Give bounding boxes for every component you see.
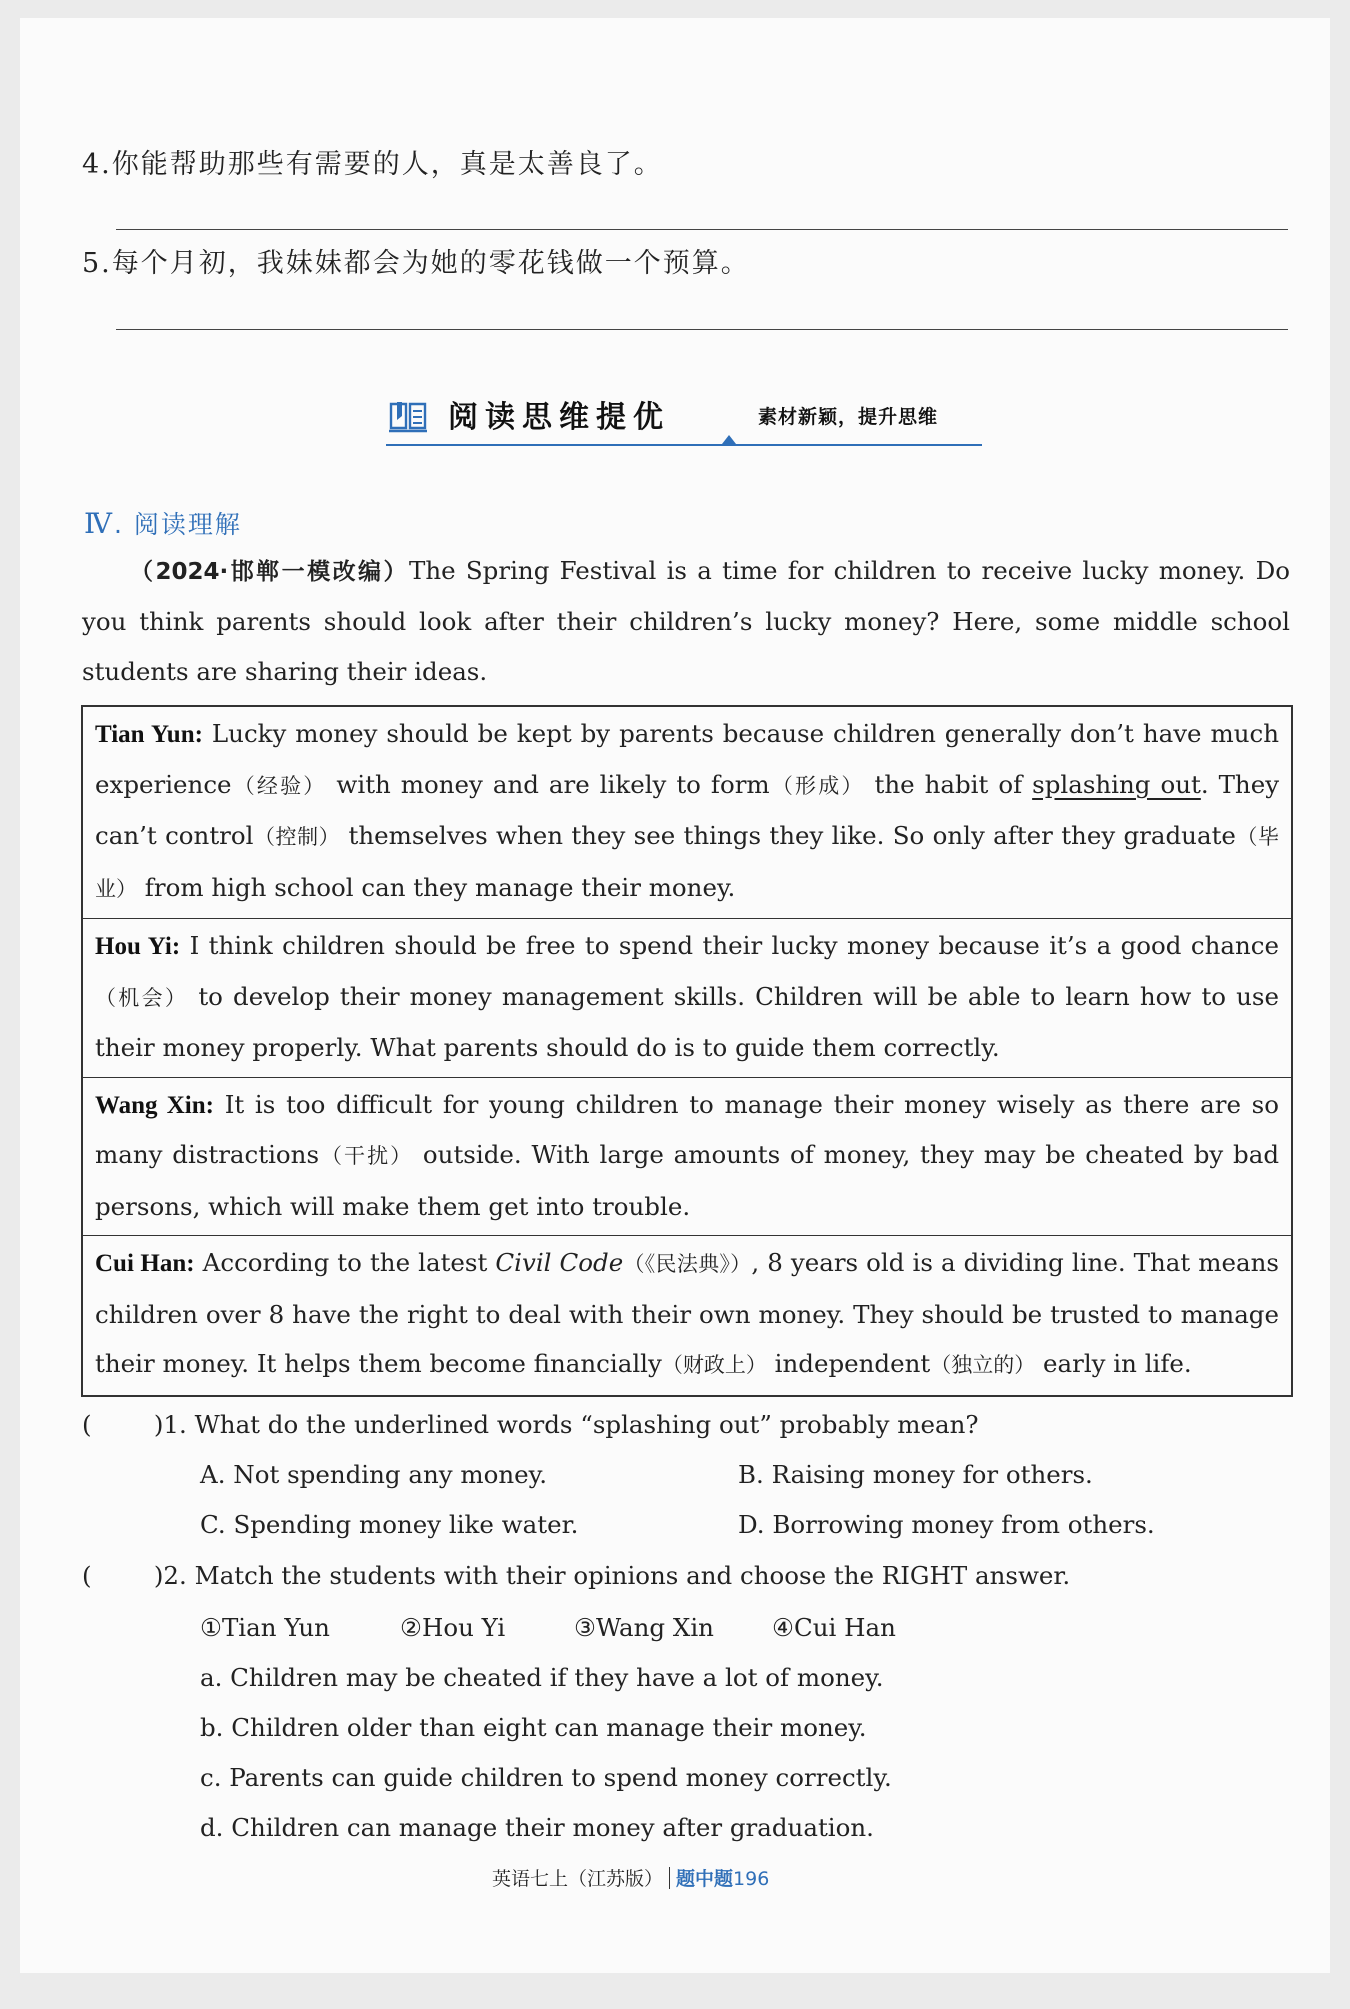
- gloss: （经验）: [231, 773, 327, 798]
- statement-c: c. Parents can guide children to spend money correctly.: [200, 1763, 892, 1792]
- banner-marker: [722, 435, 736, 444]
- option-a[interactable]: A. Not spending any money.: [200, 1460, 548, 1489]
- section-number: Ⅳ: [84, 507, 114, 540]
- question-2: [82, 1551, 1070, 1601]
- student-name: Tian Yun: [95, 721, 195, 748]
- student-name: Wang Xin: [95, 1091, 206, 1119]
- student-choice-2: ②Hou Yi: [400, 1613, 506, 1642]
- student-name: Hou Yi: [95, 933, 172, 960]
- brand-name: 题中题: [676, 1868, 734, 1890]
- banner-title: 阅读思维提优: [448, 400, 670, 435]
- opinion-cui-han: Cui Han: According to the latest Civil Code（《民法典》）, 8 years old is a dividing line. That means children over 8 have the right to deal with their own money. They should be trusted to manage their money. It helps them become financially（财政上） independent（独立的） early in life.: [82, 1236, 1292, 1396]
- opinions-table: [81, 705, 1293, 1397]
- opinion-wang-xin: Wang Xin: It is too difficult for young children to manage their money wisely as there are so many distractions（干扰） outside. With large amounts of money, they may be cheated by bad persons, which will make them get into trouble.: [82, 1077, 1292, 1236]
- item-text: 你能帮助那些有需要的人，真是太善良了。: [111, 149, 663, 180]
- banner-underline: [386, 444, 982, 446]
- item-number: 4.: [82, 149, 112, 180]
- student-name: Cui Han: [95, 1250, 187, 1277]
- page-number: 196: [733, 1868, 770, 1890]
- student-choice-3: ③Wang Xin: [574, 1613, 714, 1642]
- gloss: （形成）: [769, 773, 865, 798]
- source-note: （2024·邯郸一模改编）: [130, 559, 410, 585]
- question-1: [82, 1400, 978, 1450]
- option-b[interactable]: B. Raising money for others.: [738, 1460, 1093, 1489]
- section-title: . 阅读理解: [113, 510, 242, 539]
- opinion-row: [82, 1077, 1292, 1236]
- gloss: （控制）: [253, 825, 341, 849]
- section-heading: [84, 505, 242, 541]
- statement-d: d. Children can manage their money after graduation.: [200, 1813, 874, 1842]
- answer-bracket[interactable]: ( ): [82, 1410, 164, 1439]
- translation-item-4: [82, 142, 663, 181]
- question-number: 1.: [163, 1410, 187, 1439]
- statement-b: b. Children older than eight can manage their money.: [200, 1713, 867, 1742]
- gloss: （独立的）: [930, 1353, 1036, 1377]
- answer-bracket[interactable]: ( ): [82, 1561, 164, 1590]
- intro-paragraph: [82, 546, 1290, 697]
- answer-line[interactable]: [116, 229, 1288, 230]
- gloss: （毕业）: [95, 825, 1279, 901]
- gloss: （干扰）: [319, 1144, 414, 1168]
- option-d[interactable]: D. Borrowing money from others.: [738, 1510, 1155, 1539]
- student-choice-1: ①Tian Yun: [200, 1613, 330, 1642]
- open-book-icon: [388, 398, 428, 434]
- underlined-phrase: splashing out: [1032, 769, 1201, 799]
- opinion-hou-yi: Hou Yi: I think children should be free to spend their lucky money because it’s a good chance（机会） to develop their money management skills. Children will be able to learn how to use their money properly. What parents should do is to guide them correctly.: [82, 919, 1292, 1078]
- book-title: 英语七上（江苏版）: [492, 1868, 664, 1890]
- banner-subtitle: 素材新颖，提升思维: [758, 406, 939, 428]
- item-number: 5.: [82, 248, 112, 279]
- question-number: 2.: [163, 1561, 187, 1590]
- gloss: （财政上）: [661, 1353, 767, 1377]
- student-choice-4: ④Cui Han: [772, 1613, 896, 1642]
- opinion-row: [82, 1236, 1292, 1396]
- worksheet-page: [20, 18, 1330, 1973]
- intro-text: The Spring Festival is a time for children to receive lucky money. Do you think parents should look after their children’s lucky money? Here, some middle school students are sharing their ideas.: [82, 556, 1290, 686]
- question-text: What do the underlined words “splashing out” probably mean?: [194, 1410, 979, 1439]
- gloss: （《民法典》）: [623, 1252, 752, 1276]
- page-footer: [492, 1864, 769, 1891]
- answer-line[interactable]: [116, 329, 1288, 330]
- translation-item-5: [82, 241, 750, 280]
- section-banner: [386, 392, 982, 446]
- statement-a: a. Children may be cheated if they have a lot of money.: [200, 1663, 884, 1692]
- question-text: Match the students with their opinions and choose the RIGHT answer.: [194, 1561, 1071, 1590]
- footer-divider: [669, 1867, 670, 1889]
- item-text: 每个月初，我妹妹都会为她的零花钱做一个预算。: [111, 248, 750, 279]
- option-c[interactable]: C. Spending money like water.: [200, 1510, 579, 1539]
- opinion-tian-yun: Tian Yun: Lucky money should be kept by parents because children generally don’t have much experience（经验） with money and are likely to form（形成） the habit of splashing out. They can’t control（控制） themselves when they see things they like. So only after they graduate（毕业） from high school can they manage their money.: [95, 719, 1280, 902]
- opinion-row: [82, 706, 1292, 919]
- opinion-row: [82, 919, 1292, 1078]
- gloss: （机会）: [95, 985, 189, 1010]
- italic-title: Civil Code: [495, 1248, 624, 1277]
